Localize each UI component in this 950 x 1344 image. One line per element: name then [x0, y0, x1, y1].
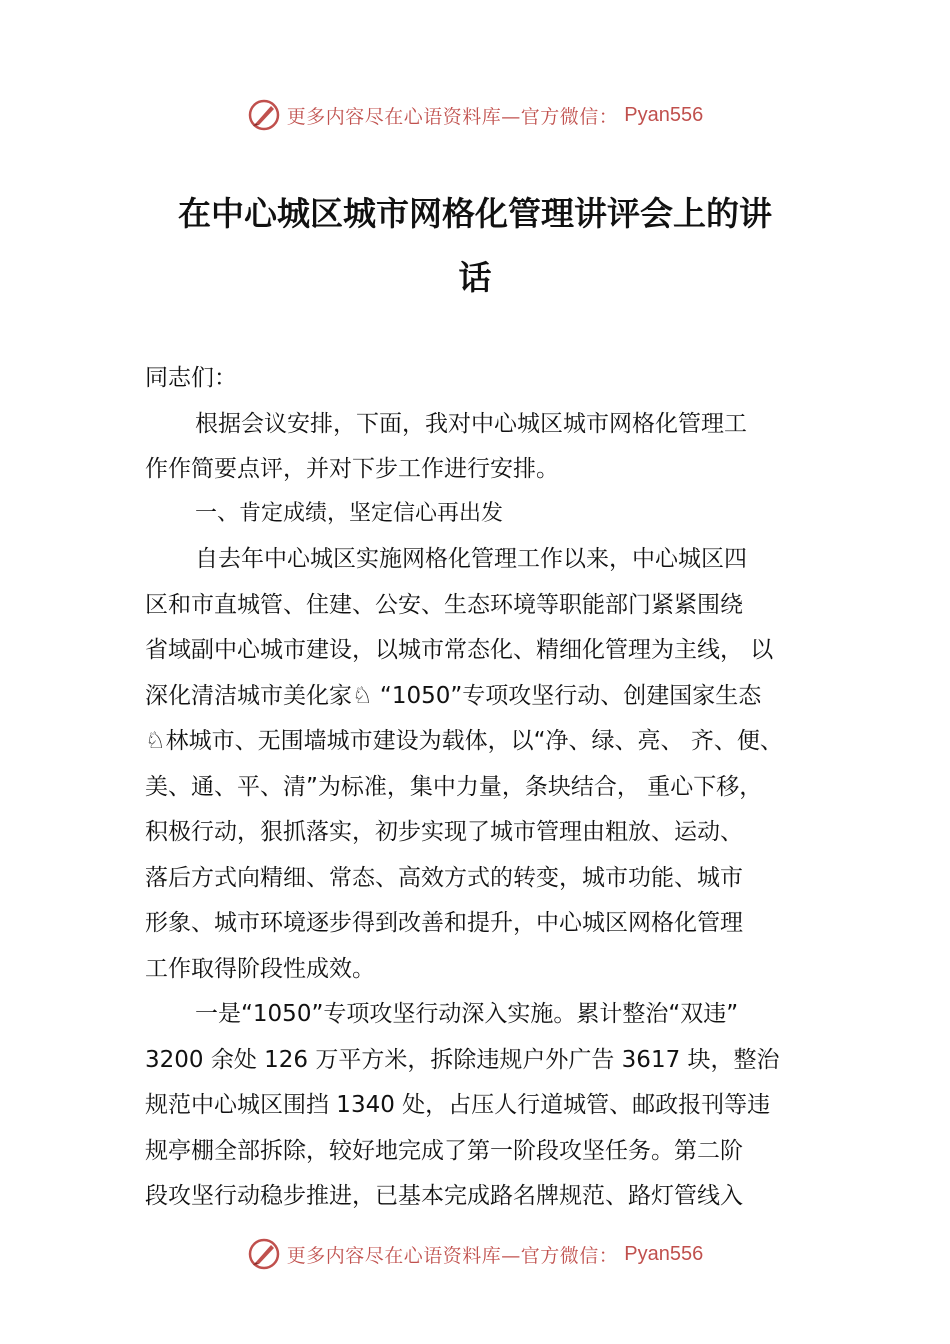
watermark-wechat-id: Pyan556 — [624, 103, 704, 126]
body-line: ♘林城市、无围墙城市建设为载体，以“净、绿、亮、 齐、便、 — [145, 728, 783, 754]
body-line: 工作取得阶段性成效。 — [145, 956, 375, 982]
header-watermark — [0, 98, 950, 132]
body-line: 规范中心城区围挡 1340 处，占压人行道城管、邮政报刊等违 — [145, 1092, 771, 1118]
watermark-text: 更多内容尽在心语资料库—官方微信： — [286, 105, 619, 128]
pen-logo-icon — [247, 98, 281, 132]
body-line: 一是“1050”专项攻坚行动深入实施。累计整治“双违” — [195, 1001, 739, 1027]
document-title-line-2: 话 — [458, 258, 492, 297]
section-heading: 一、肯定成绩，坚定信心再出发 — [195, 501, 504, 526]
body-line: 形象、城市环境逐步得到改善和提升，中心城区网格化管理 — [145, 910, 743, 936]
body-line: 规亭棚全部拆除，较好地完成了第一阶段攻坚任务。第二阶 — [145, 1138, 743, 1164]
body-line: 省域副中心城市建设，以城市常态化、精细化管理为主线， 以 — [145, 637, 774, 663]
body-line: 区和市直城管、住建、公安、生态环境等职能部门紧紧围绕 — [145, 592, 743, 618]
footer-watermark — [0, 1237, 950, 1271]
body-line: 积极行动，狠抓落实，初步实现了城市管理由粗放、运动、 — [145, 819, 743, 845]
body-line: 美、通、平、清”为标准，集中力量，条块结合， 重心下移， — [145, 774, 763, 800]
body-line: 3200 余处 126 万平方米，拆除违规户外广告 3617 块，整治 — [145, 1047, 780, 1073]
salutation: 同志们： — [145, 365, 237, 391]
pen-logo-icon — [247, 1237, 281, 1271]
body-line: 深化清洁城市美化家♘ “1050”专项攻坚行动、创建国家生态 — [145, 683, 762, 709]
watermark-wechat-id: Pyan556 — [624, 1242, 704, 1265]
body-line: 自去年中心城区实施网格化管理工作以来，中心城区四 — [195, 546, 747, 572]
body-line: 根据会议安排，下面，我对中心城区城市网格化管理工 — [195, 411, 747, 437]
body-line: 作作简要点评，并对下步工作进行安排。 — [145, 456, 559, 482]
body-line: 段攻坚行动稳步推进，已基本完成路名牌规范、路灯管线入 — [145, 1183, 743, 1209]
watermark-text: 更多内容尽在心语资料库—官方微信： — [286, 1244, 619, 1267]
body-line: 落后方式向精细、常态、高效方式的转变，城市功能、城市 — [145, 865, 743, 891]
document-title-line-1: 在中心城区城市网格化管理讲评会上的讲 — [178, 194, 772, 233]
